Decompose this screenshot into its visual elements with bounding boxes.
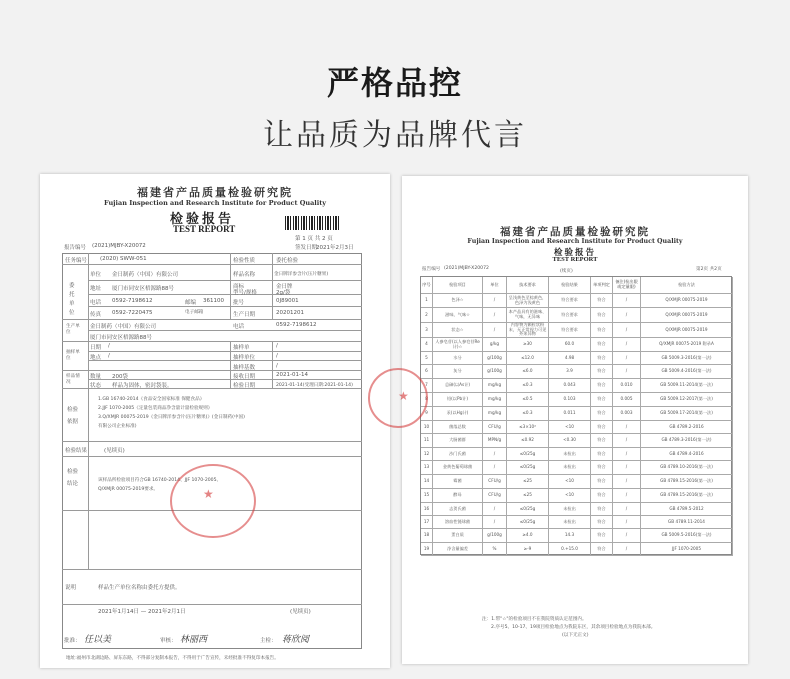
table-cell: ≤0/25g bbox=[507, 516, 549, 529]
table-cell: / bbox=[613, 338, 641, 352]
table-cell: / bbox=[483, 461, 507, 475]
table-cell: GB 4789.10-2016(第一法) bbox=[641, 461, 733, 475]
table-cell: ≤25 bbox=[507, 475, 549, 489]
table-cell: 未检出 bbox=[549, 448, 591, 461]
table-cell: g/100g bbox=[483, 352, 507, 365]
remark-value: 样品生产单位名称由委托方提供。 bbox=[98, 585, 181, 591]
table-cell: 总砷(以As计) bbox=[433, 379, 483, 393]
page-subheadline: 让品质为品牌代言 bbox=[263, 118, 527, 153]
table-cell: GB 5009.12-2017(第一法) bbox=[641, 393, 733, 407]
table-cell: / bbox=[613, 543, 641, 556]
table-header-cell: 单项判定 bbox=[591, 277, 613, 294]
prod-date-label: 生产日期 bbox=[233, 312, 256, 318]
prod-date-value: 20201201 bbox=[276, 310, 304, 316]
postcode-label: 邮编 bbox=[185, 300, 197, 306]
table-cell: 汞(以Hg计) bbox=[433, 407, 483, 421]
test-type: 委托检验 bbox=[276, 258, 299, 264]
maker-phone-label: 电话 bbox=[233, 324, 245, 330]
table-cell: 0.003 bbox=[613, 407, 641, 421]
table-cell: / bbox=[483, 294, 507, 308]
table-cell: ≤0.3 bbox=[507, 379, 549, 393]
report-no: (2021)MJBY-X20072 bbox=[92, 243, 146, 249]
table-cell: 符合 bbox=[591, 421, 613, 434]
table-cell: 符合 bbox=[591, 323, 613, 338]
table-cell: 水分 bbox=[433, 352, 483, 365]
table-cell: 19 bbox=[421, 543, 433, 556]
table-cell: <0.30 bbox=[549, 434, 591, 448]
basis-line-4: 有限公司企业标准) bbox=[98, 424, 137, 429]
table-cell: 符合 bbox=[591, 393, 613, 407]
fax-label: 传真 bbox=[90, 312, 102, 318]
review-label: 审核： bbox=[160, 638, 177, 644]
task-no-label: 任务编号 bbox=[65, 258, 88, 264]
unit-value: 金日制药（中国）有限公司 bbox=[112, 272, 179, 278]
table-cell: ≤0/25g bbox=[507, 448, 549, 461]
note-line-3: (以下无正文) bbox=[562, 633, 589, 638]
table-cell: 符合 bbox=[591, 308, 613, 323]
test-type-label: 检验性质 bbox=[233, 258, 256, 264]
table-cell: ≤12.0 bbox=[507, 352, 549, 365]
report-title-en: TEST REPORT bbox=[173, 224, 236, 234]
batch-label: 批号 bbox=[233, 300, 245, 306]
table-cell: 符合 bbox=[591, 407, 613, 421]
table-cell: 未检出 bbox=[549, 461, 591, 475]
table-cell: Q/XMJR 00075-2019 附录A bbox=[641, 338, 733, 352]
table-cell: 色泽☆ bbox=[433, 294, 483, 308]
maker-phone-value: 0592-7198612 bbox=[276, 322, 317, 328]
table-cell: MPN/g bbox=[483, 434, 507, 448]
report-title-cn: 检验报告 bbox=[170, 212, 235, 227]
table-cell: 状态☆ bbox=[433, 323, 483, 338]
table-cell: <10 bbox=[549, 489, 591, 503]
table-cell: CFU/g bbox=[483, 489, 507, 503]
table-cell: GB 4789.3-2016(第一法) bbox=[641, 434, 733, 448]
table-cell: 6 bbox=[421, 365, 433, 379]
status-label: 状态 bbox=[90, 383, 102, 389]
table-cell: 11 bbox=[421, 434, 433, 448]
note-line-1: 注：1.带"☆"的检验项目不在我院资质认定范围内。 bbox=[482, 617, 587, 622]
table-cell: / bbox=[613, 475, 641, 489]
sampling-person-label: 抽样单位 bbox=[233, 355, 256, 361]
test-date-label: 检验日期 bbox=[233, 383, 256, 389]
table-cell: g/100g bbox=[483, 365, 507, 379]
sign-date: 2021年1月14日 — 2021年2月1日 bbox=[98, 609, 186, 615]
table-cell: Q/XMJR 00075-2019 bbox=[641, 308, 733, 323]
continuation-label: (续页) bbox=[560, 269, 573, 274]
table-cell: ≤0/25g bbox=[507, 503, 549, 516]
table-cell: 1 bbox=[421, 294, 433, 308]
table-cell: / bbox=[483, 308, 507, 323]
table-cell: / bbox=[613, 294, 641, 308]
table-cell: g/kg bbox=[483, 338, 507, 352]
base-value: / bbox=[276, 363, 278, 369]
institute-name-cn: 福建省产品质量检验研究院 bbox=[500, 226, 650, 238]
table-cell: 0.+15.0 bbox=[549, 543, 591, 556]
table-cell: 未检出 bbox=[549, 516, 591, 529]
recv-date-label: 接收日期 bbox=[233, 374, 256, 380]
page-info: 第2页 共2页 bbox=[696, 267, 722, 272]
table-cell: GB 4789.4-2016 bbox=[641, 448, 733, 461]
report-no-label: 报告编号 bbox=[64, 245, 87, 251]
sampler-value: / bbox=[276, 343, 278, 349]
email-label: 电子邮箱 bbox=[185, 310, 204, 315]
table-cell: ≤6.0 bbox=[507, 365, 549, 379]
table-cell: 铅(以Pb计) bbox=[433, 393, 483, 407]
table-cell: 霉菌 bbox=[433, 475, 483, 489]
table-cell: 大肠菌群 bbox=[433, 434, 483, 448]
table-cell: 符合要求 bbox=[549, 308, 591, 323]
main-test-signature: 蒋欣阅 bbox=[282, 635, 310, 645]
table-cell: 灰分 bbox=[433, 365, 483, 379]
table-cell: 14.3 bbox=[549, 529, 591, 543]
table-cell: 符合 bbox=[591, 365, 613, 379]
table-cell: 符合 bbox=[591, 461, 613, 475]
sampling-place-value: / bbox=[108, 353, 110, 359]
table-cell: 15 bbox=[421, 489, 433, 503]
sampling-group-label: 抽样单位 bbox=[66, 350, 80, 361]
table-cell: ≤0.5 bbox=[507, 393, 549, 407]
table-header-cell: 检验项目 bbox=[433, 277, 483, 294]
table-cell: 符合 bbox=[591, 379, 613, 393]
table-cell: GB 4789.11-2014 bbox=[641, 516, 733, 529]
sampling-date-value: / bbox=[108, 343, 110, 349]
base-label: 抽样基数 bbox=[233, 365, 256, 371]
table-cell: / bbox=[613, 503, 641, 516]
sampling-person-value: / bbox=[276, 353, 278, 359]
institute-name-cn: 福建省产品质量检验研究院 bbox=[137, 186, 293, 199]
report-footer: 地址:福州市北湖边路、屏东东路，不得部分复制本报告，不得用于广告宣传，未经批准不得复印本报告。 bbox=[66, 656, 279, 661]
table-cell: 14 bbox=[421, 475, 433, 489]
sampler-label: 抽样单 bbox=[233, 345, 250, 351]
seal-star-icon: ★ bbox=[203, 487, 214, 501]
conclusion-group-label: 检验结论 bbox=[67, 469, 79, 487]
result-label: 检验结果 bbox=[65, 448, 88, 454]
recv-date-value: 2021-01-14 bbox=[276, 372, 308, 378]
trademark-label: 商标 bbox=[233, 284, 245, 290]
maker-address: 厦门市同安区梧源路88号 bbox=[90, 335, 152, 341]
table-cell: 0.043 bbox=[549, 379, 591, 393]
table-cell: 符合 bbox=[591, 448, 613, 461]
table-cell: ≤3×10⁴ bbox=[507, 421, 549, 434]
issue-date: 2021年2月3日 bbox=[316, 245, 354, 251]
table-header-cell: 检验结果 bbox=[549, 277, 591, 294]
table-cell: 符合 bbox=[591, 352, 613, 365]
table-cell: ≥-9 bbox=[507, 543, 549, 556]
table-cell: 本产品具有的滋味、气味，无异味 bbox=[507, 308, 549, 323]
table-cell: 志贺氏菌 bbox=[433, 503, 483, 516]
table-cell: mg/kg bbox=[483, 407, 507, 421]
test-report-page-1 bbox=[40, 174, 390, 668]
institute-name-en: Fujian Inspection and Research Institute for Product Quality bbox=[467, 238, 683, 245]
phone-label: 电话 bbox=[90, 300, 102, 306]
table-cell: 符合 bbox=[591, 294, 613, 308]
table-cell: GB 5009.4-2016(第一法) bbox=[641, 365, 733, 379]
table-cell: 4 bbox=[421, 338, 433, 352]
report-no-label: 报告编号 bbox=[422, 267, 441, 272]
table-cell: GB 5009.5-2016(第一法) bbox=[641, 529, 733, 543]
table-cell: GB 4789.15-2016(第一法) bbox=[641, 489, 733, 503]
result-note: (见续页) bbox=[104, 448, 125, 454]
main-test-label: 主检： bbox=[260, 638, 277, 644]
sampling-date-label: 日期 bbox=[90, 345, 102, 351]
table-cell: / bbox=[613, 489, 641, 503]
table-cell: / bbox=[483, 448, 507, 461]
table-cell: <10 bbox=[549, 421, 591, 434]
table-cell: g/100g bbox=[483, 529, 507, 543]
status-value: 样品为固体，密封袋装。 bbox=[112, 383, 173, 389]
table-cell: / bbox=[613, 516, 641, 529]
table-cell: % bbox=[483, 543, 507, 556]
note-line-2: 2.序号5、10-17、19项目检验地点为我院东区，其余项目检验地点为我院本部。 bbox=[491, 625, 656, 630]
table-cell: 溶血性链球菌 bbox=[433, 516, 483, 529]
table-cell: 符合要求 bbox=[549, 323, 591, 338]
task-no: (2020) SWW-051 bbox=[100, 256, 147, 262]
table-cell: 沙门氏菌 bbox=[433, 448, 483, 461]
trademark-value: 金日牌 bbox=[276, 284, 293, 290]
table-cell: 2 bbox=[421, 308, 433, 323]
table-cell: Q/XMJR 00075-2019 bbox=[641, 294, 733, 308]
conclusion-line-1: 该样品所检验项目符合GB 16740-2014、JJF 1070-2005、 bbox=[98, 478, 222, 483]
test-report-page-2 bbox=[398, 176, 748, 664]
table-cell: 符合 bbox=[591, 475, 613, 489]
unit-label: 单位 bbox=[90, 272, 102, 278]
table-cell: / bbox=[613, 365, 641, 379]
sample-group-label: 样品情况 bbox=[66, 374, 80, 385]
approve-label: 批准： bbox=[64, 638, 81, 644]
institute-name-en: Fujian Inspection and Research Institute for Product Quality bbox=[103, 199, 327, 207]
test-date-value: 2021-01-14(受理日期:2021-01-14) bbox=[276, 383, 353, 388]
table-cell: / bbox=[613, 352, 641, 365]
sample-name: 金日牌洋参含片(压片糖果) bbox=[274, 272, 329, 277]
table-cell: 金黄色葡萄球菌 bbox=[433, 461, 483, 475]
seal-star-icon: ★ bbox=[398, 389, 409, 403]
review-signature: 林丽西 bbox=[180, 635, 208, 645]
table-cell: GB 4789.2-2016 bbox=[641, 421, 733, 434]
table-cell: / bbox=[483, 503, 507, 516]
table-cell: 10 bbox=[421, 421, 433, 434]
table-cell: 0.103 bbox=[549, 393, 591, 407]
table-cell: 8 bbox=[421, 393, 433, 407]
page-headline: 严格品控 bbox=[326, 64, 463, 102]
qty-value: 200袋 bbox=[112, 374, 128, 380]
table-header-cell: 序号 bbox=[421, 277, 433, 294]
qty-label: 数量 bbox=[90, 374, 102, 380]
table-cell: 3.9 bbox=[549, 365, 591, 379]
table-cell: 滋味、气味☆ bbox=[433, 308, 483, 323]
table-cell: 符合要求 bbox=[549, 294, 591, 308]
table-cell: 符合 bbox=[591, 338, 613, 352]
barcode bbox=[285, 216, 339, 230]
table-cell: ≥30 bbox=[507, 338, 549, 352]
sign-note: (见续页) bbox=[290, 609, 311, 615]
table-cell: 0.011 bbox=[549, 407, 591, 421]
table-cell: 7 bbox=[421, 379, 433, 393]
maker-value: 金日制药（中国）有限公司 bbox=[90, 324, 157, 330]
remark-label: 说明 bbox=[65, 585, 77, 591]
table-cell: 5 bbox=[421, 352, 433, 365]
table-header-cell: 检验方法 bbox=[641, 277, 733, 294]
approve-signature: 任以美 bbox=[84, 635, 112, 645]
test-results-table bbox=[420, 276, 732, 555]
table-cell: 17 bbox=[421, 516, 433, 529]
maker-group-label: 生产单位 bbox=[66, 324, 80, 335]
address-label: 地址 bbox=[90, 286, 102, 292]
table-header-cell: 备注(检出限或定量限) bbox=[613, 277, 641, 294]
table-cell: 60.0 bbox=[549, 338, 591, 352]
table-cell: 符合 bbox=[591, 529, 613, 543]
table-cell: 符合 bbox=[591, 503, 613, 516]
inspection-seal bbox=[170, 464, 256, 538]
phone-value: 0592-7198612 bbox=[112, 298, 153, 304]
spec-label: 型号/规格 bbox=[233, 290, 257, 296]
table-cell: / bbox=[613, 323, 641, 338]
table-cell: 13 bbox=[421, 461, 433, 475]
report-title-cn: 检验报告 bbox=[553, 248, 596, 258]
table-cell: 净含量偏差 bbox=[433, 543, 483, 556]
table-cell: mg/kg bbox=[483, 379, 507, 393]
spec-value: 2g/袋 bbox=[276, 290, 291, 296]
table-cell: 16 bbox=[421, 503, 433, 516]
table-cell: / bbox=[613, 461, 641, 475]
client-group-label: 委托单位 bbox=[69, 283, 75, 316]
table-cell: 0.010 bbox=[613, 379, 641, 393]
table-cell: ≤0.92 bbox=[507, 434, 549, 448]
table-cell: Q/XMJR 00075-2019 bbox=[641, 323, 733, 338]
address-value: 厦门市同安区梧源路88号 bbox=[112, 286, 174, 292]
table-cell: ≥4.0 bbox=[507, 529, 549, 543]
table-cell: 符合 bbox=[591, 489, 613, 503]
table-cell: 符合 bbox=[591, 516, 613, 529]
table-cell: 未检出 bbox=[549, 503, 591, 516]
table-cell: ≤0.3 bbox=[507, 407, 549, 421]
batch-value: 0J89001 bbox=[276, 298, 299, 304]
table-cell: <10 bbox=[549, 475, 591, 489]
table-cell: 4.98 bbox=[549, 352, 591, 365]
table-cell: CFU/g bbox=[483, 475, 507, 489]
table-cell: 符合 bbox=[591, 543, 613, 556]
table-cell: / bbox=[613, 421, 641, 434]
fax-value: 0592-7220475 bbox=[112, 310, 153, 316]
report-no: (2021)MJBY-X20072 bbox=[444, 266, 489, 271]
sampling-place-label: 地点 bbox=[90, 355, 102, 361]
table-cell: / bbox=[483, 516, 507, 529]
table-cell: 呈浅黄色至棕黄色，色泽为浅黄色 bbox=[507, 294, 549, 308]
table-cell: / bbox=[613, 434, 641, 448]
table-cell: ≤0/25g bbox=[507, 461, 549, 475]
table-cell: 9 bbox=[421, 407, 433, 421]
table-header-cell: 单位 bbox=[483, 277, 507, 294]
table-cell: JJF 1070-2005 bbox=[641, 543, 733, 556]
basis-line-2: 2.JJF 1070-2005《定量包装商品净含量计量检验规则》 bbox=[98, 406, 213, 411]
table-cell: GB 4789.5-2012 bbox=[641, 503, 733, 516]
basis-line-3: 3.Q/XMJR 00075-2019《金日牌洋参含片(压片糖果)》(金日制药(中国) bbox=[98, 415, 245, 420]
conclusion-line-2: Q/XMJR 00075-2019要求。 bbox=[98, 487, 159, 492]
table-cell: GB 5009.11-2014(第一法) bbox=[641, 379, 733, 393]
table-cell: GB 5009.3-2016(第一法) bbox=[641, 352, 733, 365]
table-cell: 酵母 bbox=[433, 489, 483, 503]
table-cell: ≤25 bbox=[507, 489, 549, 503]
table-cell: 0.005 bbox=[613, 393, 641, 407]
issue-date-label: 签发日期: bbox=[295, 245, 319, 251]
basis-group-label: 检验依据 bbox=[67, 407, 79, 425]
table-header-cell: 技术要求 bbox=[507, 277, 549, 294]
table-cell: GB 4789.15-2016(第一法) bbox=[641, 475, 733, 489]
table-cell: 蛋白质 bbox=[433, 529, 483, 543]
table-cell: mg/kg bbox=[483, 393, 507, 407]
table-cell: 人参皂苷(以人参皂苷Re计)☆ bbox=[433, 338, 483, 352]
table-cell: / bbox=[613, 308, 641, 323]
postcode-value: 361100 bbox=[203, 298, 224, 304]
table-cell: / bbox=[483, 323, 507, 338]
report-title-en: TEST REPORT bbox=[552, 256, 598, 263]
table-cell: GB 5009.17-2014(第一法) bbox=[641, 407, 733, 421]
table-cell: / bbox=[613, 529, 641, 543]
sample-name-label: 样品名称 bbox=[233, 272, 256, 278]
table-cell: CFU/g bbox=[483, 421, 507, 434]
basis-line-1: 1.GB 16740-2014《食品安全国家标准 保健食品》 bbox=[98, 397, 205, 402]
table-cell: 18 bbox=[421, 529, 433, 543]
table-cell: 内容物为颗粒状粉末，无正常视力可见外来异物 bbox=[507, 323, 549, 338]
table-cell: 菌落总数 bbox=[433, 421, 483, 434]
table-cell: 12 bbox=[421, 448, 433, 461]
table-cell: / bbox=[613, 448, 641, 461]
table-cell: 符合 bbox=[591, 434, 613, 448]
page-info: 第 1 页 共 2 页 bbox=[295, 236, 333, 242]
table-cell: 3 bbox=[421, 323, 433, 338]
